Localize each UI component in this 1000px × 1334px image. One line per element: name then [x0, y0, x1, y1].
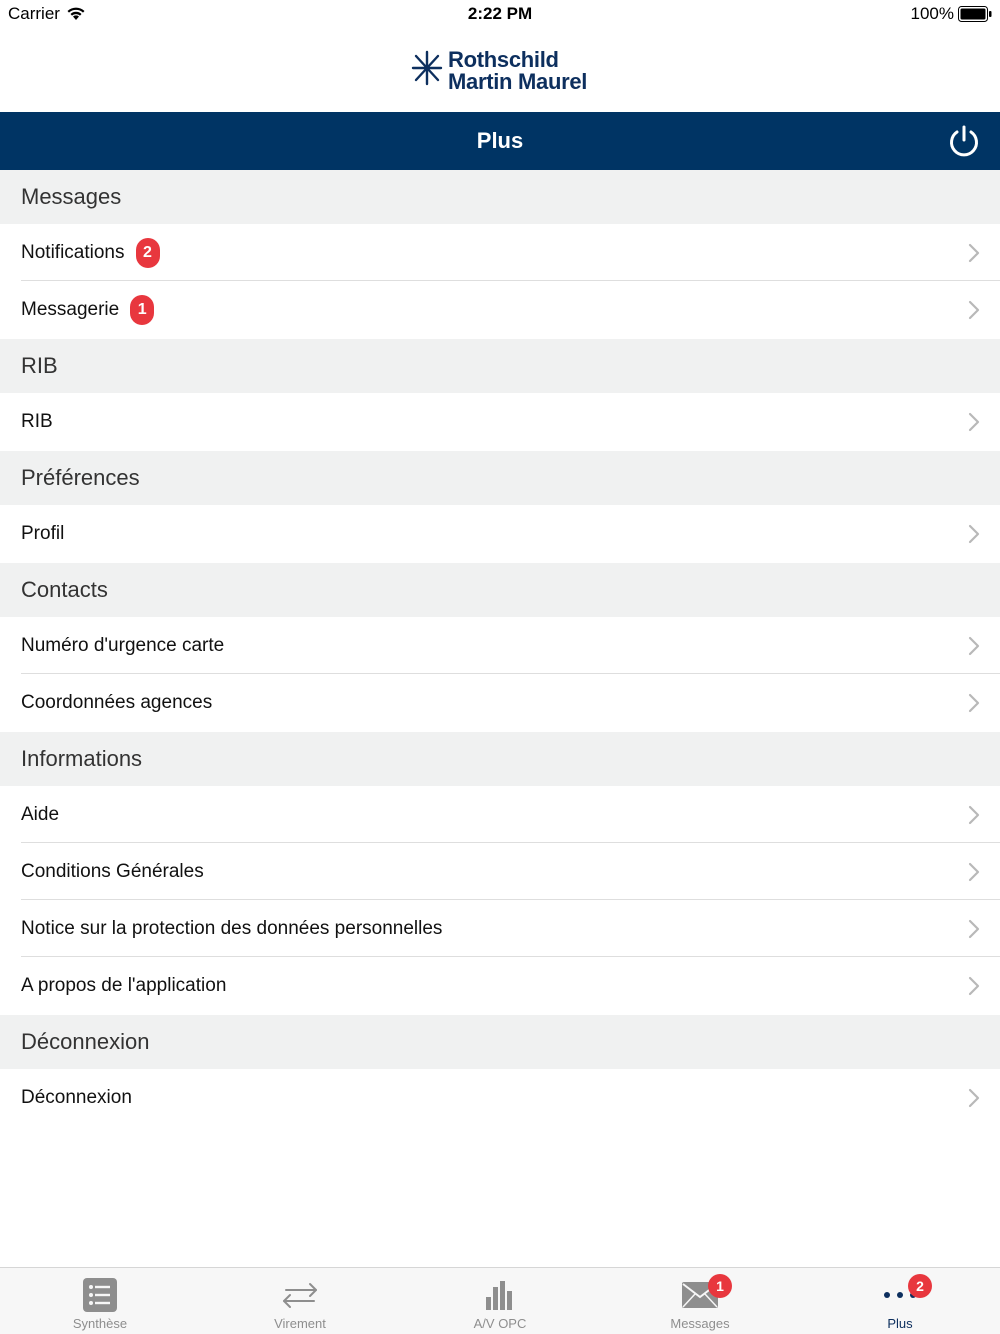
row-label: Déconnexion [21, 1087, 132, 1108]
chevron-right-icon [968, 919, 980, 939]
row-rib[interactable] [0, 393, 1000, 451]
section-header-contacts: Contacts [0, 563, 1000, 617]
row-messagerie[interactable] [0, 281, 1000, 339]
messagerie-badge: 1 [130, 295, 154, 325]
navigation-bar [0, 112, 1000, 170]
row-label: Messagerie [21, 299, 120, 320]
section-header-informations: Informations [0, 732, 1000, 786]
chevron-right-icon [968, 862, 980, 882]
battery-icon [958, 6, 992, 27]
status-bar [0, 0, 1000, 28]
tab-synthese[interactable] [0, 1268, 200, 1334]
list-icon [80, 1276, 120, 1314]
tab-plus[interactable] [800, 1268, 1000, 1334]
section-header-preferences: Préférences [0, 451, 1000, 505]
tab-label: A/V OPC [473, 1316, 527, 1331]
row-label: Notice sur la protection des données personnelles [21, 917, 443, 939]
tab-virement[interactable] [200, 1268, 400, 1334]
row-label: Profil [21, 523, 65, 544]
bar-chart-icon [480, 1276, 520, 1314]
header-logo-area [0, 28, 1000, 112]
chevron-right-icon [968, 243, 980, 263]
row-label: Coordonnées agences [21, 692, 213, 713]
row-notice-protection-donnees[interactable] [0, 900, 1000, 957]
chevron-right-icon [968, 524, 980, 544]
asterisk-arrows-logo-icon [410, 48, 444, 93]
messages-tab-badge: 1 [708, 1274, 732, 1298]
row-label: RIB [21, 411, 53, 432]
chevron-right-icon [968, 976, 980, 996]
brand-name-line1: Rothschild [448, 46, 559, 72]
tab-label: Plus [887, 1316, 913, 1331]
logout-power-button[interactable] [946, 123, 982, 159]
settings-list [0, 170, 1000, 1127]
chevron-right-icon [968, 412, 980, 432]
battery-percentage: 100% [910, 4, 954, 23]
row-notifications[interactable] [0, 224, 1000, 281]
power-icon [946, 123, 982, 159]
row-deconnexion[interactable] [0, 1069, 1000, 1127]
row-coordonnees-agences[interactable] [0, 674, 1000, 732]
section-header-rib: RIB [0, 339, 1000, 393]
clock: 2:22 PM [467, 4, 533, 23]
section-header-messages: Messages [0, 170, 1000, 224]
row-label: A propos de l'application [21, 975, 227, 996]
notifications-badge: 2 [136, 238, 160, 268]
tab-label: Messages [670, 1316, 730, 1331]
row-numero-urgence-carte[interactable] [0, 617, 1000, 674]
row-a-propos[interactable] [0, 957, 1000, 1015]
row-label: Numéro d'urgence carte [21, 634, 225, 656]
chevron-right-icon [968, 693, 980, 713]
row-label: Notifications [21, 241, 125, 263]
row-profil[interactable] [0, 505, 1000, 563]
chevron-right-icon [968, 636, 980, 656]
page-title: Plus [476, 128, 524, 153]
chevron-right-icon [968, 805, 980, 825]
brand-name [448, 46, 588, 94]
section-header-deconnexion: Déconnexion [0, 1015, 1000, 1069]
chevron-right-icon [968, 300, 980, 320]
tab-label: Synthèse [72, 1316, 128, 1331]
brand-logo [410, 48, 587, 93]
tab-av-opc[interactable] [400, 1268, 600, 1334]
row-label: Conditions Générales [21, 860, 204, 882]
chevron-right-icon [968, 1088, 980, 1108]
plus-tab-badge: 2 [908, 1274, 932, 1298]
tab-bar [0, 1267, 1000, 1334]
carrier-label: Carrier [8, 4, 60, 23]
brand-name-line2: Martin Maurel [448, 68, 588, 94]
row-label: Aide [21, 803, 60, 825]
transfer-arrows-icon [280, 1276, 320, 1314]
tab-label: Virement [274, 1316, 326, 1331]
row-aide[interactable] [0, 786, 1000, 843]
row-conditions-generales[interactable] [0, 843, 1000, 900]
tab-messages[interactable] [600, 1268, 800, 1334]
